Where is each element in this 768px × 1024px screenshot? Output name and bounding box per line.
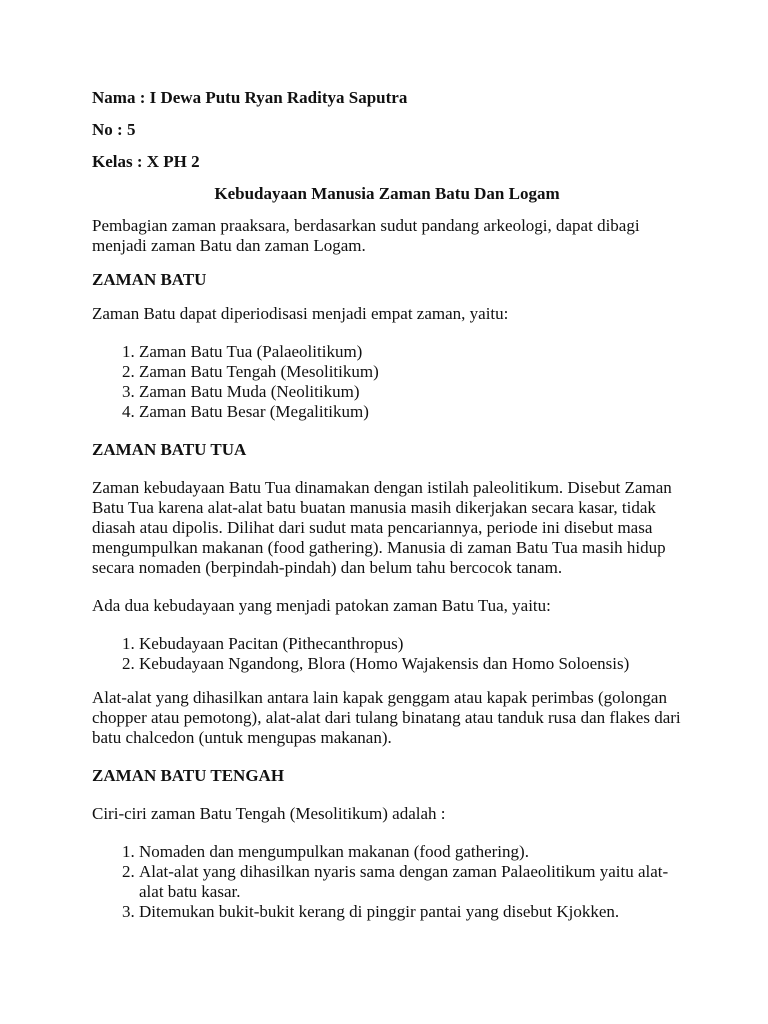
batu-tengah-list (92, 842, 682, 922)
list-item: 4. Zaman Batu Besar (Megalitikum) (139, 402, 682, 422)
document-title: Kebudayaan Manusia Zaman Batu Dan Logam (214, 184, 560, 203)
list-item: 3. Zaman Batu Muda (Neolitikum) (139, 382, 682, 402)
list-item: 1. Nomaden dan mengumpulkan makanan (food gathering). (139, 842, 682, 862)
student-class: Kelas : X PH 2 (92, 152, 200, 171)
list-item: 2. Kebudayaan Ngandong, Blora (Homo Wajakensis dan Homo Soloensis) (139, 654, 682, 674)
student-number: No : 5 (92, 120, 136, 139)
batu-tua-paragraph-2: Ada dua kebudayaan yang menjadi patokan zaman Batu Tua, yaitu: (92, 596, 551, 615)
batu-tua-paragraph-3: Alat-alat yang dihasilkan antara lain kapak genggam atau kapak perimbas (golongan chopper atau pemotong), alat-alat dari tulang binatang atau tanduk rusa dan flakes dari batu chalcedon (untuk mengupas makanan). (92, 688, 681, 747)
intro-paragraph: Pembagian zaman praaksara, berdasarkan sudut pandang arkeologi, dapat dibagi menjadi zaman Batu dan zaman Logam. (92, 216, 640, 255)
list-item: 2. Alat-alat yang dihasilkan nyaris sama dengan zaman Palaeolitikum yaitu alat-alat batu kasar. (139, 862, 682, 902)
section-heading-batu-tengah: ZAMAN BATU TENGAH (92, 766, 285, 785)
zaman-batu-list (92, 342, 682, 422)
batu-tua-paragraph-1: Zaman kebudayaan Batu Tua dinamakan dengan istilah paleolitikum. Disebut Zaman Batu Tua karena alat-alat batu buatan manusia masih dikerjakan secara kasar, tidak diasah atau dipolis. Dilihat dari sudut mata pencariannya, periode ini disebut masa mengumpulkan makanan (food gathering). Manusia di zaman Batu Tua masih hidup secara nomaden (berpindah-pindah) dan belum tahu bercocok tanam. (92, 478, 672, 577)
section-heading-zaman-batu: ZAMAN BATU (92, 270, 207, 289)
student-name: Nama : I Dewa Putu Ryan Raditya Saputra (92, 88, 408, 107)
zaman-batu-text: Zaman Batu dapat diperiodisasi menjadi empat zaman, yaitu: (92, 304, 509, 323)
list-item: 3. Ditemukan bukit-bukit kerang di pinggir pantai yang disebut Kjokken. (139, 902, 682, 922)
section-heading-batu-tua: ZAMAN BATU TUA (92, 440, 247, 459)
document-page (92, 88, 682, 936)
batu-tengah-text: Ciri-ciri zaman Batu Tengah (Mesolitikum) adalah : (92, 804, 446, 823)
list-item: 1. Kebudayaan Pacitan (Pithecanthropus) (139, 634, 682, 654)
batu-tua-list (92, 634, 682, 674)
list-item: 2. Zaman Batu Tengah (Mesolitikum) (139, 362, 682, 382)
list-item: 1. Zaman Batu Tua (Palaeolitikum) (139, 342, 682, 362)
